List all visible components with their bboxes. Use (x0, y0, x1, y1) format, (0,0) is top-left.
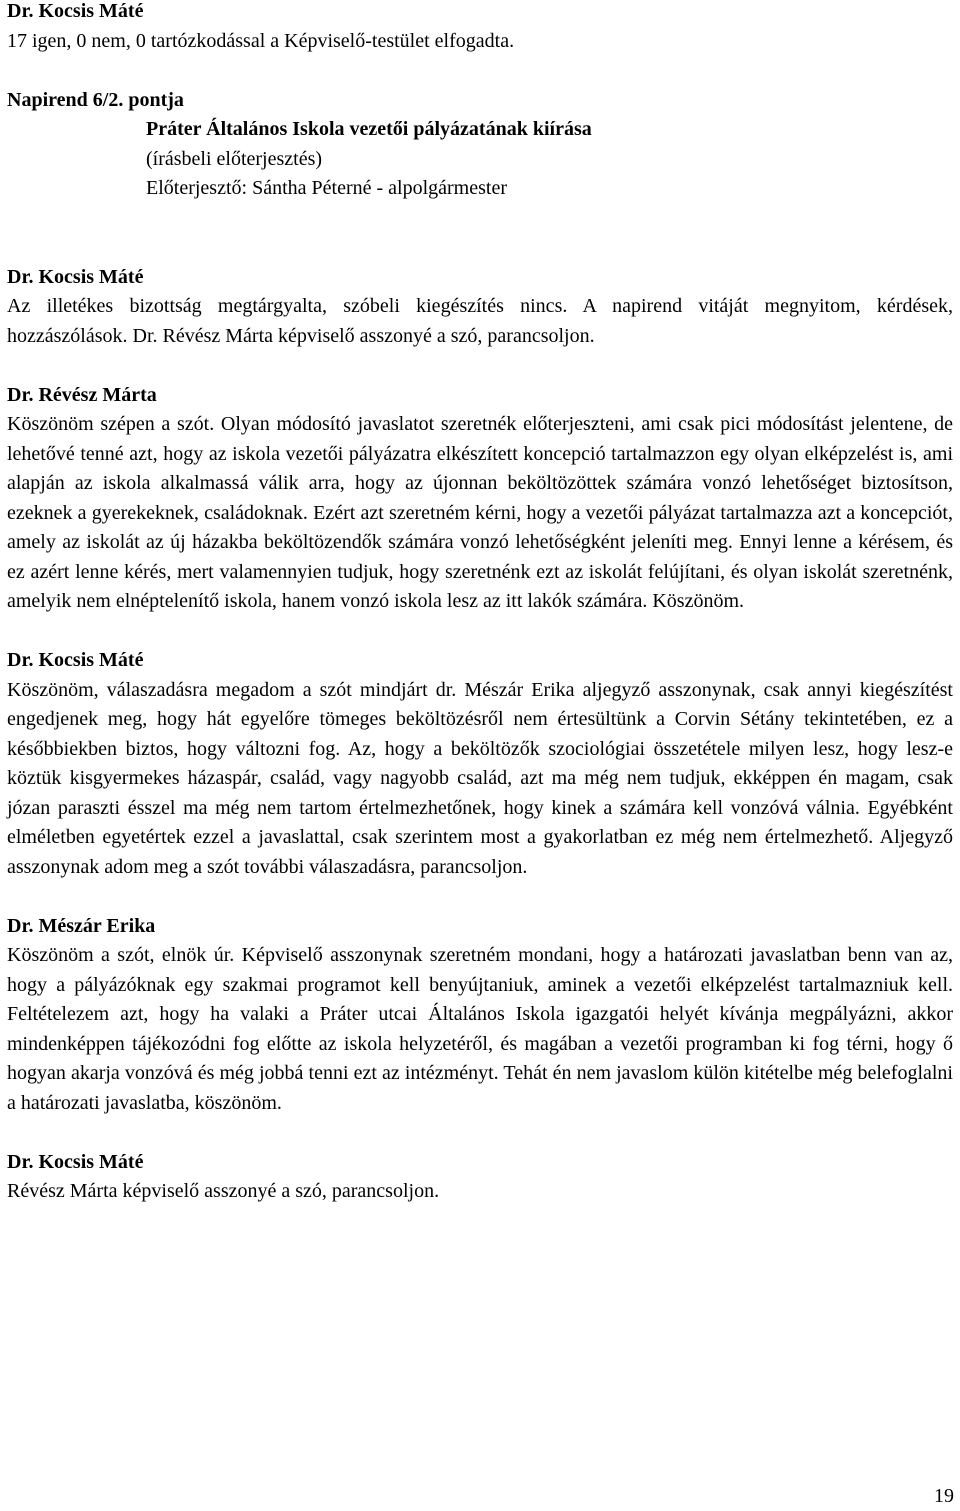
agenda-heading: Napirend 6/2. pontja (7, 88, 184, 111)
speech-text: Az illetékes bizottság megtárgyalta, szóbeli kiegészítés nincs. A napirend vitáját megnyitom, kérdések, hozzászólások. Dr. Révész Márta képviselő asszonyé a szó, parancsoljon. (7, 295, 953, 347)
speech-text: Köszönöm a szót, elnök úr. Képviselő asszonynak szeretném mondani, hogy a határozati javaslatban benn van az, hogy a pályázóknak egy szakmai programot kell benyújtaniuk, aminek a vezetői elképzelést tartalmazniuk kell. Feltételezem azt, hogy ha valaki a Práter utcai Általános Iskola igazgatói helyét kívánja megpályázni, akkor mindenképpen tájékozódni fog előtte az iskola helyzetéről, és magában a vezetői programban ki fog térni, hogy ő hogyan akarja vonzóvá és még jobbá tenni ezt az intézményt. Tehát én nem javaslom külön kitételbe még belefoglalni a határozati javaslatba, köszönöm. (7, 944, 953, 1114)
speaker-name: Dr. Kocsis Máté (7, 265, 144, 288)
speech-text: Köszönöm szépen a szót. Olyan módosító javaslatot szeretnék előterjeszteni, ami csak pici módosítást jelentene, de lehetővé tenné azt, hogy az iskola vezetői pályázatra elkészített koncepció tartalmazzon egy olyan elképzelést is, ami alapján az iskola alkalmassá válik arra, hogy az újonnan beköltözöttek számára vonzó lehetőséget biztosítson, ezeknek a gyerekeknek, családoknak. Ezért azt szeretném kérni, hogy a vezetői pályázat tartalmazza azt a koncepciót, amely az iskolát az új házakba beköltözendők számára vonzó lehetőségként jeleníti meg. Ennyi lenne a kérésem, és ez azért lenne kérés, mert valamennyien tudjuk, hogy szeretnénk ezt az iskolát felújítani, és olyan iskolát szeretnénk, amelyik nem elnéptelenítő iskola, hanem vonzó iskola lesz az itt lakók számára. Köszönöm. (7, 413, 953, 612)
page-number: 19 (934, 1485, 954, 1507)
speaker-name: Dr. Kocsis Máté (7, 0, 144, 22)
speech-block (7, 381, 953, 617)
spacer (7, 233, 953, 263)
speech-block (7, 0, 953, 56)
speech-block (7, 646, 953, 882)
agenda-title: Práter Általános Iskola vezetői pályázatának kiírása (146, 118, 592, 140)
speech-block (7, 263, 953, 352)
speaker-name: Dr. Mészár Erika (7, 914, 156, 937)
speaker-name: Dr. Kocsis Máté (7, 649, 144, 671)
agenda-item (7, 86, 953, 204)
speech-text: 17 igen, 0 nem, 0 tartózkodással a Képviselő-testület elfogadta. (7, 29, 515, 52)
speech-block (7, 1148, 953, 1207)
speech-text: Köszönöm, válaszadásra megadom a szót mindjárt dr. Mészár Erika aljegyző asszonynak, csak annyi kiegészítést engedjenek meg, hogy hát egyelőre tömeges beköltözésről nem értesültünk a Corvin Sétány tekintetében, ez a későbbiekben biztos, hogy változni fog. Az, hogy a beköltözők szociológiai összetétele milyen lesz, hogy lesz-e köztük kisgyermekes házaspár, család, vagy nagyobb család, azt ma még nem tudjuk, ekképpen én magam, csak józan paraszti ésszel ma még nem tartom értelmezhetőnek, hogy kinek a számára kell vonzóvá válnia. Egyébként elméletben egyetértek ezzel a javaslattal, csak szerintem most a gyakorlatban ez még nem értelmezhető. Aljegyző asszonynak adom meg a szót további válaszadásra, parancsoljon. (7, 678, 953, 878)
speech-text: Révész Márta képviselő asszonyé a szó, parancsoljon. (7, 1180, 440, 1202)
speech-block (7, 912, 953, 1119)
agenda-note: (írásbeli előterjesztés) (146, 147, 323, 170)
speaker-name: Dr. Kocsis Máté (7, 1150, 144, 1173)
document-page (7, 0, 953, 1236)
speaker-name: Dr. Révész Márta (7, 383, 157, 406)
agenda-presenter: Előterjesztő: Sántha Péterné - alpolgármester (146, 177, 507, 199)
